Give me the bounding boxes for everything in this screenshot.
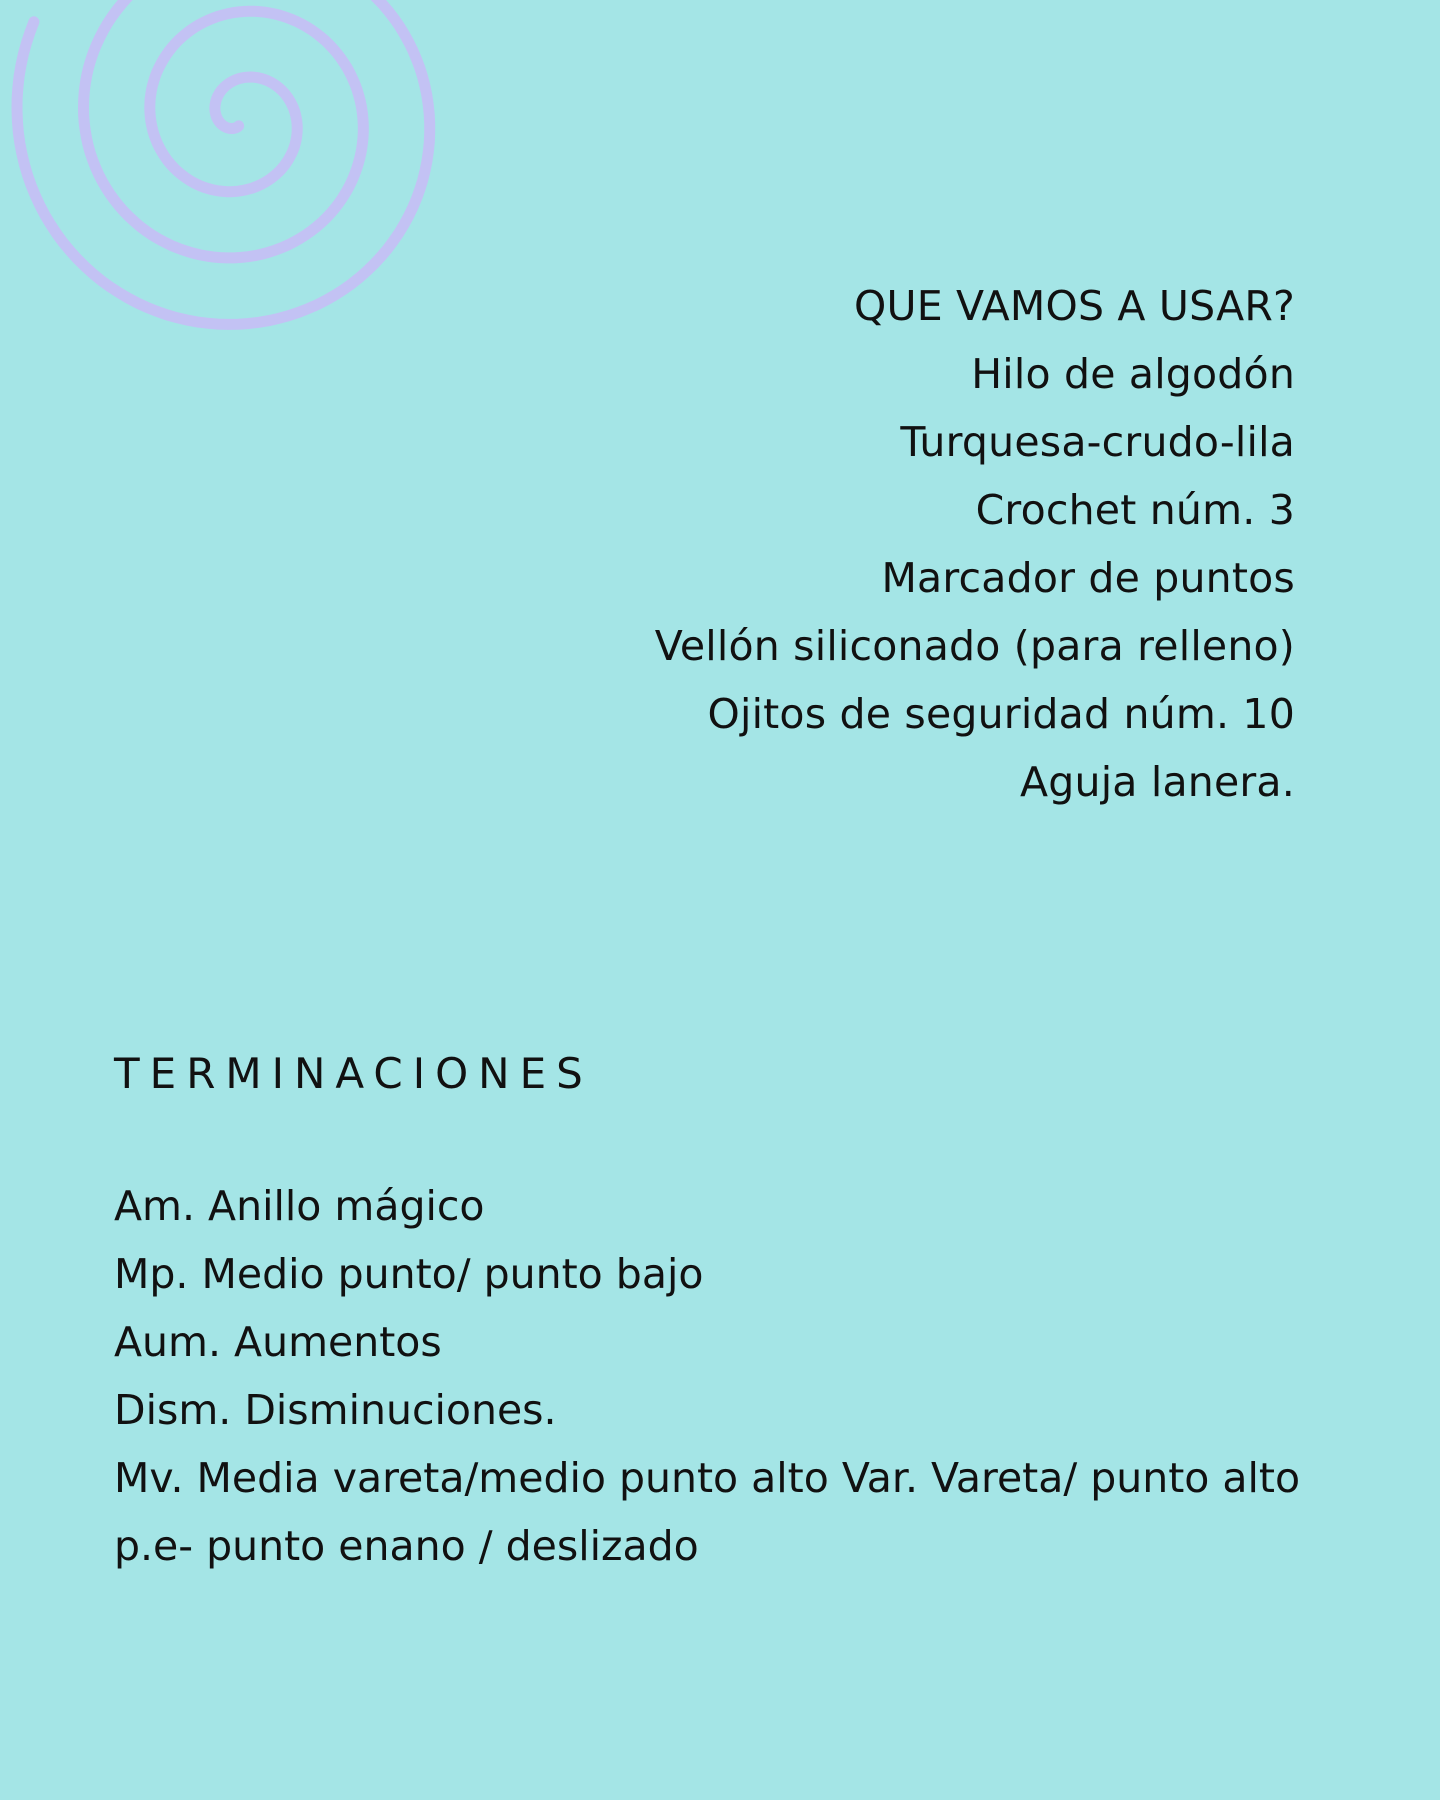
decorative-spiral-icon <box>0 0 520 400</box>
materials-item: Vellón siliconado (para relleno) <box>654 622 1295 670</box>
materials-item: Marcador de puntos <box>881 554 1295 602</box>
materials-item: Ojitos de seguridad núm. 10 <box>707 690 1295 738</box>
terms-title: TERMINACIONES <box>114 1049 593 1098</box>
materials-item: Aguja lanera. <box>1020 758 1295 806</box>
materials-item: Hilo de algodón <box>971 350 1295 398</box>
term-item: Aum. Aumentos <box>114 1318 442 1366</box>
terms-list <box>114 1172 1300 1580</box>
materials-item: Crochet núm. 3 <box>975 486 1295 534</box>
term-item: Mv. Media vareta/medio punto alto Var. Vareta/ punto alto <box>114 1454 1301 1502</box>
materials-title: QUE VAMOS A USAR? <box>854 282 1295 330</box>
term-item: Am. Anillo mágico <box>114 1182 485 1230</box>
term-item: p.e- punto enano / deslizado <box>114 1522 699 1570</box>
term-item: Dism. Disminuciones. <box>114 1386 557 1434</box>
materials-list <box>655 272 1295 816</box>
term-item: Mp. Medio punto/ punto bajo <box>114 1250 704 1298</box>
materials-item: Turquesa-crudo-lila <box>900 418 1295 466</box>
